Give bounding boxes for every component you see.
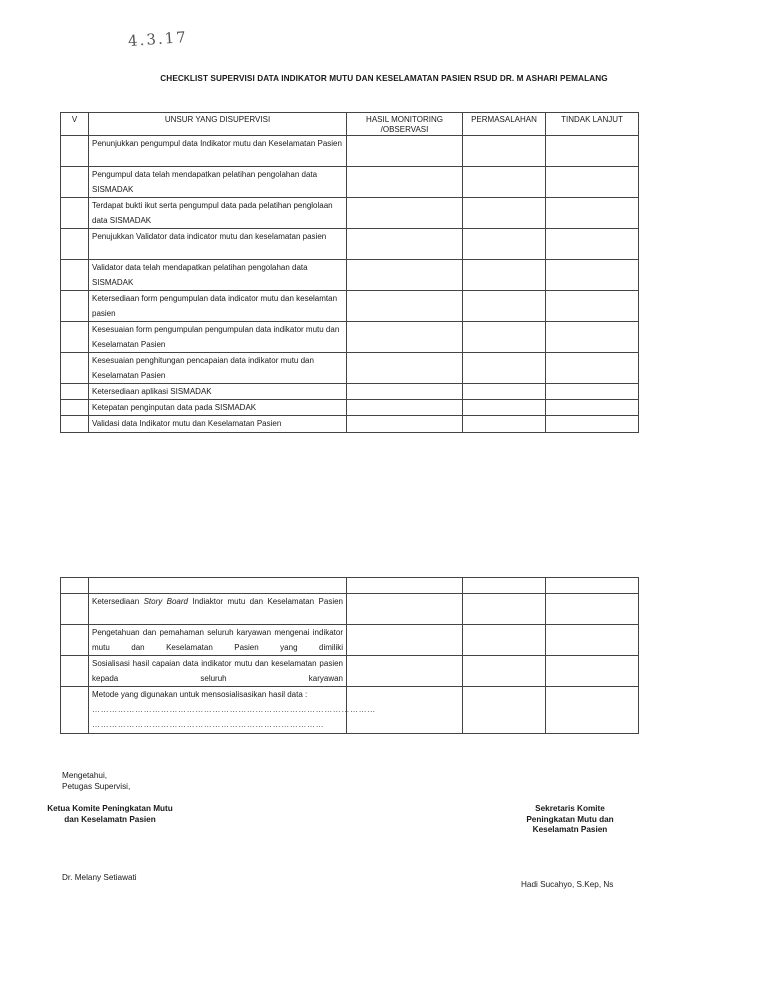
tindak-lanjut-cell[interactable] [546,594,639,625]
hasil-cell[interactable] [347,260,463,291]
right-title-line: Keselamatn Pasien [532,825,608,834]
hasil-cell[interactable] [347,353,463,384]
check-cell[interactable] [61,400,89,416]
table-blank-row [61,578,639,594]
hasil-cell[interactable] [347,167,463,198]
tindak-lanjut-cell[interactable] [546,353,639,384]
item-text: Ketersediaan form pengumpulan data indicator mutu dan keselamtan pasien [89,291,347,322]
header-hasil: HASIL MONITORING /OBSERVASI [347,113,463,136]
header-check: V [61,113,89,136]
table-row [61,594,639,625]
table-row [61,291,639,322]
item-text: Validator data telah mendapatkan pelatihan pengolahan data SISMADAK [89,260,347,291]
document-title: CHECKLIST SUPERVISI DATA INDIKATOR MUTU DAN KESELAMATAN PASIEN RSUD DR. M ASHARI PEMALANG [160,74,608,83]
tindak-lanjut-cell[interactable] [546,416,639,433]
hasil-cell[interactable] [347,291,463,322]
checklist-table-continued [60,577,639,734]
item-text: Pengumpul data telah mendapatkan pelatihan pengolahan data SISMADAK [89,167,347,198]
permasalahan-cell[interactable] [463,416,546,433]
permasalahan-cell[interactable] [463,198,546,229]
right-title-line: Peningkatan Mutu dan [526,814,614,824]
check-cell[interactable] [61,416,89,433]
acknowledged-block [62,771,130,792]
table-row [61,687,639,734]
tindak-lanjut-cell[interactable] [546,136,639,167]
check-cell[interactable] [61,322,89,353]
item-text: Penunjukkan pengumpul data Indikator mutu dan Keselamatan Pasien [89,136,347,167]
item-text: Kesesuaian form pengumpulan pengumpulan data indikator mutu dan Keselamatan Pasien [89,322,347,353]
check-cell[interactable] [61,687,89,734]
item-text: Validasi data Indikator mutu dan Keselamatan Pasien [89,416,347,433]
check-cell[interactable] [61,594,89,625]
check-cell[interactable] [61,229,89,260]
hasil-cell[interactable] [347,229,463,260]
hasil-cell[interactable] [347,578,463,594]
item-text: Kesesuaian penghitungan pencapaian data indikator mutu dan Keselamatan Pasien [89,353,347,384]
permasalahan-cell[interactable] [463,687,546,734]
table-row [61,625,639,656]
item-text [89,578,347,594]
hasil-cell[interactable] [347,625,463,656]
hasil-cell[interactable] [347,136,463,167]
left-title-line: Ketua Komite Peningkatan Mutu [47,804,173,813]
tindak-lanjut-cell[interactable] [546,229,639,260]
tindak-lanjut-cell[interactable] [546,400,639,416]
permasalahan-cell[interactable] [463,291,546,322]
permasalahan-cell[interactable] [463,594,546,625]
permasalahan-cell[interactable] [463,260,546,291]
table-row [61,167,639,198]
tindak-lanjut-cell[interactable] [546,198,639,229]
tindak-lanjut-cell[interactable] [546,322,639,353]
hasil-cell[interactable] [347,656,463,687]
permasalahan-cell[interactable] [463,322,546,353]
tindak-lanjut-cell[interactable] [546,656,639,687]
tindak-lanjut-cell[interactable] [546,167,639,198]
tindak-lanjut-cell[interactable] [546,625,639,656]
item-text [89,594,347,625]
table-row [61,322,639,353]
tindak-lanjut-cell[interactable] [546,578,639,594]
check-cell[interactable] [61,353,89,384]
table-row [61,260,639,291]
hasil-cell[interactable] [347,198,463,229]
header-tindak-lanjut: TINDAK LANJUT [546,113,639,136]
check-cell[interactable] [61,625,89,656]
acknowledged-label: Mengetahui, [62,771,108,780]
tindak-lanjut-cell[interactable] [546,687,639,734]
item-text [89,687,376,734]
permasalahan-cell[interactable] [463,136,546,167]
header-unsur: UNSUR YANG DISUPERVISI [89,113,347,136]
item-text: Terdapat bukti ikut serta pengumpul data pada pelatihan penglolaan data SISMADAK [89,198,347,229]
left-signatory-name: Dr. Melany Setiawati [62,873,137,882]
permasalahan-cell[interactable] [463,167,546,198]
item-text: Sosialisasi hasil capaian data indikator mutu dan keselamatan pasien kepada seluruh karyawan [89,656,347,687]
check-cell[interactable] [61,656,89,687]
table-row [61,656,639,687]
table-row [61,353,639,384]
check-cell[interactable] [61,136,89,167]
tindak-lanjut-cell[interactable] [546,291,639,322]
permasalahan-cell[interactable] [463,656,546,687]
dotted-answer-line[interactable]: ……………………………………………………………………………………… [92,705,376,714]
permasalahan-cell[interactable] [463,400,546,416]
method-question: Metode yang digunakan untuk mensosialisasikan hasil data : [92,690,308,699]
hasil-cell[interactable] [347,400,463,416]
check-cell[interactable] [61,384,89,400]
checklist-table [60,112,639,433]
item-text: Penujukkan Validator data indicator mutu dan keselamatan pasien [89,229,347,260]
handwritten-note: 4.3.17 [127,27,189,51]
left-title-line: dan Keselamatn Pasien [64,814,156,824]
item-text: Ketepatan penginputan data pada SISMADAK [89,400,347,416]
check-cell[interactable] [61,198,89,229]
permasalahan-cell[interactable] [463,625,546,656]
permasalahan-cell[interactable] [463,384,546,400]
permasalahan-cell[interactable] [463,578,546,594]
supervisor-label: Petugas Supervisi, [62,781,131,791]
hasil-cell[interactable] [347,384,463,400]
table-header-row [61,113,639,136]
table-row [61,136,639,167]
permasalahan-cell[interactable] [463,353,546,384]
table-row [61,384,639,400]
item-text-part: Ketersediaan [92,597,144,606]
hasil-cell[interactable] [347,322,463,353]
table-row [61,229,639,260]
check-cell[interactable] [61,260,89,291]
tindak-lanjut-cell[interactable] [546,384,639,400]
table-row [61,416,639,433]
left-signatory-title [20,804,200,825]
right-signatory-name: Hadi Sucahyo, S.Kep, Ns [521,880,614,889]
item-text-part: Indiaktor mutu dan Keselamatan Pasien [188,597,344,606]
permasalahan-cell[interactable] [463,229,546,260]
check-cell[interactable] [61,578,89,594]
table-row [61,198,639,229]
right-title-line: Sekretaris Komite [535,804,605,813]
dotted-answer-line[interactable]: ……………………………………………………………………… [92,720,325,729]
item-text: Pengetahuan dan pemahaman seluruh karyawan mengenai indikator mutu dan Keselamatan Pasien yang dimiliki [89,625,347,656]
check-cell[interactable] [61,167,89,198]
hasil-cell[interactable] [347,594,463,625]
item-text: Ketersediaan aplikasi SISMADAK [89,384,347,400]
table-row [61,400,639,416]
right-signatory-title [500,804,640,836]
tindak-lanjut-cell[interactable] [546,260,639,291]
header-permasalahan: PERMASALAHAN [463,113,546,136]
item-text-emphasis: Story Board [143,597,188,606]
check-cell[interactable] [61,291,89,322]
hasil-cell[interactable] [347,416,463,433]
